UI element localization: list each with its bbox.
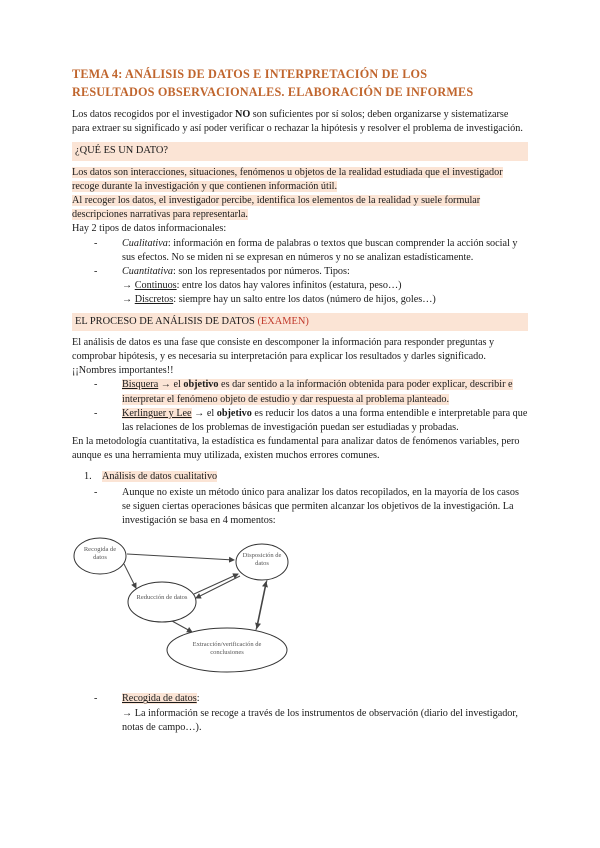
list-item-cuantitativa [108,265,528,308]
arrow-reduccion-disposicion [194,574,238,594]
list-item-recogida [108,692,528,735]
arrow-extraccion-disposicion [256,582,266,630]
objetivo-bold: objetivo [183,379,219,391]
bisquera-text: es dar sentido a la información obtenida para poder explicar, describir e interpretar el fenómeno objeto de estudio y dar respuesta al problema planteado. [122,379,513,405]
sub-item-discretos [122,293,528,307]
discretos-text: : siempre hay un salto entre los datos (número de hijos, goles…) [173,294,436,306]
numbered-heading-1 [84,470,528,484]
numbered-heading-text: Análisis de datos cualitativo [102,470,218,482]
intro-text-c: son suficientes por sí solos; deben organizarse y sistematizarse para extraer su significado y así poder verificar o rechazar la hipótesis y resolver el problema de investigación. [72,109,523,135]
metodologia-paragraph: En la metodología cuantitativa, la estadística es fundamental para analizar datos de fenómenos variables, pero aunque es una herramienta muy utilizada, existen muchos errores comunes. [72,436,520,462]
label-recogida: Recogida de datos [83,546,117,562]
list-item-cualitativa [108,237,528,265]
list-item-cualitativo: - Aunque no existe un método único para analizar los datos recopilados, en la mayoría de los casos se siguen ciertas operaciones básicas que permiten alcanzar los objetivos de la investigación. La investigación se basa en 4 momentos: [108,486,528,529]
tipos-list [72,237,528,308]
section-heading-que-es-un-dato: ¿QUÉ ES UN DATO? [72,142,528,160]
recogida-list [72,692,528,735]
continuos-label: Continuos [134,280,177,292]
tipos-intro: Hay 2 tipos de datos informacionales: [72,223,227,235]
bisquera-name: Bisquera [122,379,159,391]
sub-item-continuos [122,279,528,293]
process-diagram [72,532,528,682]
intro-text-a: Los datos recogidos por el investigador [72,109,235,120]
title-line-1: TEMA 4: ANÁLISIS DE DATOS E INTERPRETACIÓN DE LOS [72,67,428,81]
label-extraccion: Extracción/verificación de conclusiones [192,641,262,657]
arrow-recogida-reduccion [124,564,136,588]
title-line-2: RESULTADOS OBSERVACIONALES. ELABORACIÓN DE INFORMES [72,84,474,99]
exam-tag: (EXAMEN) [257,315,309,327]
arrow-disposicion-reduccion [196,576,240,598]
dato-recoger-text: Al recoger los datos, el investigador percibe, identifica los elementos de la realidad y suele formular descripciones narrativas para representarla. [72,195,481,221]
document-page [72,66,528,735]
arrow-disposicion-extraccion [257,580,267,628]
section-heading-text: EL PROCESO DE ANÁLISIS DE DATOS [75,315,258,327]
list-item-bisquera [108,378,528,406]
dato-recoger [72,194,528,222]
discretos-label: Discretos [134,294,174,306]
label-reduccion: Reducción de datos [136,594,188,602]
document-title [72,66,528,101]
kerlinger-name: Kerlinguer y Lee [122,407,192,419]
nombres-importantes: ¡¡Nombres importantes!! [72,365,174,377]
list-item-kerlinger [108,407,528,435]
section-heading-proceso-analisis [72,313,528,331]
nombres-list [72,378,528,435]
arrow: → [122,294,135,306]
intro-bold-no: NO [234,109,251,120]
dato-definition-text: Los datos son interacciones, situaciones, fenómenos u objetos de la realidad estudiada que el investigador recoge durante la investigación y que contienen información útil. [72,166,503,192]
arrow: → el [191,407,217,419]
cualitativo-list [72,486,528,529]
arrow: → [122,280,135,292]
number: 1. [84,470,92,482]
cuantitativa-label: Cuantitativa [122,266,173,278]
cualitativa-text: : información en forma de palabras o textos que buscan comprender la acción social y sus efectos. No se miden ni se expresan en números y no se analizan estadísticamente. [122,237,518,263]
arrow: → el [158,379,184,391]
cualitativa-label: Cualitativa [122,237,168,249]
node-reduccion [128,582,196,622]
continuos-text: : entre los datos hay valores infinitos (estatura, peso…) [176,280,402,292]
label-disposicion: Disposición de datos [242,552,282,568]
colon: : [196,693,200,705]
arrow-recogida-disposicion [127,554,234,560]
intro-paragraph [72,108,528,136]
analisis-definition: El análisis de datos es una fase que consiste en descomponer la información para responder preguntas y comprobar hipótesis, y es necesaria su interpretación para explicar los resultados y darles significado. [72,336,495,363]
dato-definition [72,166,528,194]
arrow-reduccion-extraccion [172,621,192,632]
cuantitativa-text: : son los representados por números. Tipos: [172,266,350,278]
objetivo-bold: objetivo [216,407,252,419]
recogida-text: → La información se recoge a través de los instrumentos de observación (diario del investigador, notas de campo…). [122,707,518,733]
recogida-label: Recogida de datos [122,693,197,705]
kerlinger-text: es reducir los datos a una forma entendible e interpretable para que las relaciones de los problemas de investigación puedan ser estudiadas y probadas. [122,407,528,434]
